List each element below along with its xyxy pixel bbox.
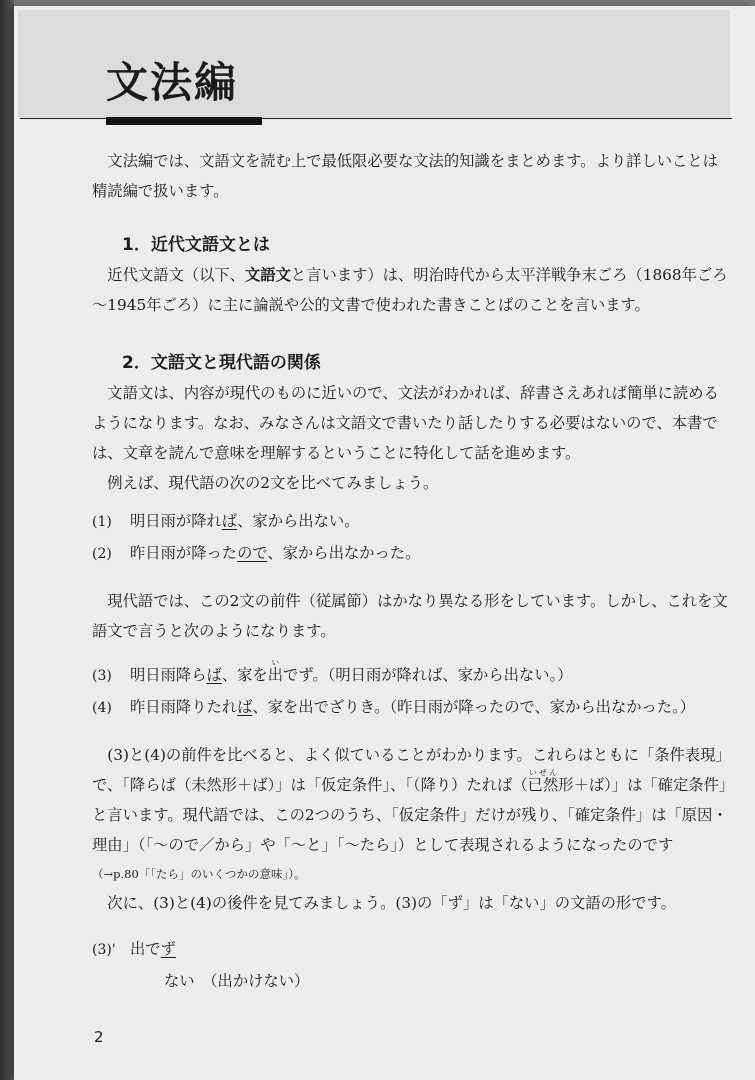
example-text: 昨日雨が降った xyxy=(130,544,238,562)
example-text: 、家を出でざりき。（昨日雨が降ったので、家から出なかった。） xyxy=(252,698,696,716)
ruby-word xyxy=(267,658,284,684)
example-3 xyxy=(92,658,732,692)
example-underlined: ば xyxy=(237,698,253,716)
cross-reference: （→p.80「「たら」のいくつかの意味」）。 xyxy=(92,867,306,881)
example-2 xyxy=(92,538,732,570)
section-2-paragraph-4 xyxy=(92,740,732,860)
body-text xyxy=(92,146,732,997)
example-text: 、家を xyxy=(221,666,268,684)
example-text: 明日雨降ら xyxy=(130,666,207,684)
example-5 xyxy=(92,934,732,966)
s1-bold-term: 文語文 xyxy=(244,266,291,284)
page-title: 文法編 xyxy=(106,58,239,107)
example-number: (3)' xyxy=(92,942,116,958)
example-text: 、家から出ない。 xyxy=(237,512,360,530)
example-number: (2) xyxy=(92,546,112,562)
section-1-heading: 1．近代文語文とは xyxy=(122,235,270,255)
book-spine xyxy=(0,0,14,1080)
example-1 xyxy=(92,506,732,538)
ruby-reading: い xyxy=(267,658,284,667)
s1-text-a: 近代文語文（以下、 xyxy=(107,266,245,284)
section-2-paragraph-3: 現代語では、この2文の前件（従属節）はかなり異なる形をしています。しかし、これを文語文で言うと次のようになります。 xyxy=(92,592,728,640)
s1-text-b: と言います）は、明治時代から太平洋戦争末ごろ（1868年ごろ～1945年ごろ）に主に論説や公的文書で使われた書きことばのことを言います。 xyxy=(92,266,728,314)
intro-paragraph: 文法編では、文語文を読む上で最低限必要な文法的知識をまとめます。より詳しいことは精読編で扱います。 xyxy=(92,152,718,200)
ruby-word xyxy=(527,768,559,794)
example-number: (1) xyxy=(92,514,112,530)
example-text: 、家から出なかった。 xyxy=(267,544,421,562)
example-underlined: ず xyxy=(160,940,176,958)
example-text: でず。（明日雨が降れば、家から出ない。） xyxy=(283,666,573,684)
section-1-paragraph xyxy=(92,260,732,320)
example-underlined: ので xyxy=(237,544,268,562)
ruby-base: 出 xyxy=(267,666,284,684)
section-2-paragraph-5: 次に、(3)と(4)の後件を見てみましょう。(3)の「ず」は「ない」の文語の形です。 xyxy=(107,894,676,912)
ruby-base: 已然 xyxy=(527,776,559,794)
example-text: 昨日雨降りたれ xyxy=(130,698,238,716)
section-2-paragraph-1: 文語文は、内容が現代のものに近いので、文法がわかれば、辞書さえあれば簡単に読めるようになります。なお、みなさんは文語文で書いたり話したりする必要はないので、本書では、文章を読んで意味を理解するということに特化して話を進めます。 xyxy=(92,384,719,462)
page-number: 2 xyxy=(94,1028,104,1046)
example-5-line-2: ない （出かけない） xyxy=(164,972,310,990)
example-number: (4) xyxy=(92,700,112,716)
example-number: (3) xyxy=(92,668,112,684)
example-4 xyxy=(92,692,732,724)
section-2-heading: 2．文語文と現代語の関係 xyxy=(122,353,321,373)
paragraph-text: 形＋ば）」は「確定条件」と言います。現代語では、この2つのうち、「仮定条件」だけが残り、「確定条件」は「原因・理由」（「～ので／から」や「～と」「～たら」）として表現されるようになったのです xyxy=(92,776,728,854)
paragraph-text: (3)と(4)の前件を比べると、よく似ていることがわかります。これらはともに「条件表現」で、「降らば（未然形＋ば）」は「仮定条件」、「（降り）たれば（ xyxy=(92,746,731,794)
example-underlined: ば xyxy=(206,666,222,684)
example-text: 明日雨が降れ xyxy=(130,512,222,530)
title-underline-bar xyxy=(106,117,262,125)
section-2-paragraph-2: 例えば、現代語の次の2文を比べてみましょう。 xyxy=(107,474,439,492)
example-underlined: ば xyxy=(221,512,238,530)
ruby-reading: いぜん xyxy=(527,768,559,777)
example-text: 出で xyxy=(130,940,161,958)
